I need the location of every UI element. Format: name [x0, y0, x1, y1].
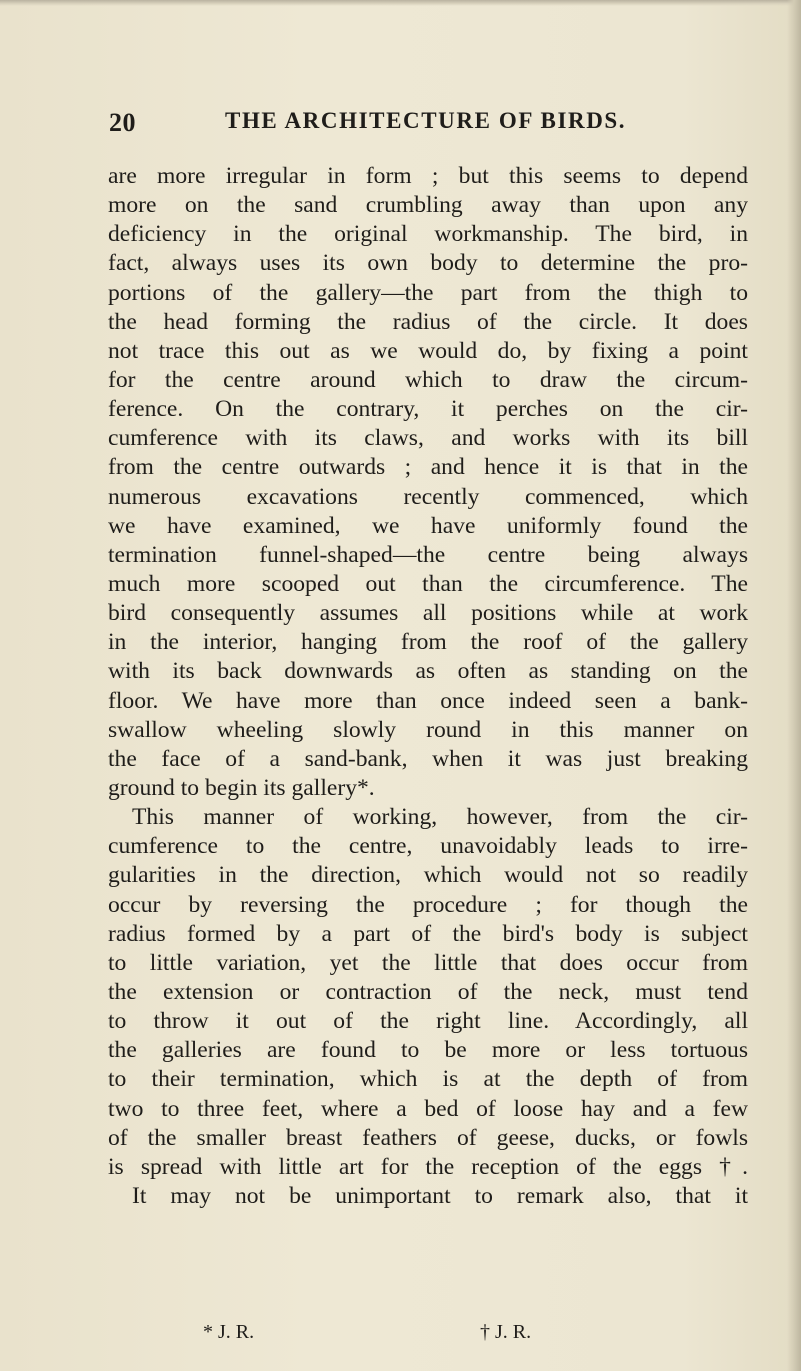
text-line: is spread with little art for the reception of the eggs †.	[108, 1153, 748, 1180]
text-line: with its back downwards as often as standing on the	[108, 658, 748, 685]
text-line: ground to begin its gallery*.	[108, 774, 375, 801]
paragraph-first-line: This manner of working, however, from the cir-	[132, 804, 748, 831]
text-line: of the smaller breast feathers of geese, ducks, or fowls	[108, 1124, 748, 1151]
text-line: for the centre around which to draw the circum-	[108, 366, 748, 393]
text-line: cumference with its claws, and works with its bill	[108, 425, 748, 452]
text-line: the galleries are found to be more or less tortuous	[108, 1037, 748, 1064]
footnote-asterisk: * J. R.	[203, 1321, 255, 1343]
text-line: more on the sand crumbling away than upon any	[108, 192, 748, 219]
text-line: are more irregular in form ; but this seems to depend	[108, 163, 748, 189]
text-line: to their termination, which is at the depth of from	[108, 1066, 748, 1093]
text-line: fact, always uses its own body to determine the pro-	[108, 250, 748, 277]
footnotes	[0, 1321, 801, 1349]
text-line: to throw it out of the right line. Accordingly, all	[108, 1008, 748, 1035]
text-line: termination funnel-shaped—the centre being always	[108, 541, 748, 568]
text-line: floor. We have more than once indeed seen a bank-	[108, 687, 748, 714]
page-right-edge-shadow	[787, 0, 801, 1371]
text-line: gularities in the direction, which would not so readily	[108, 862, 748, 889]
footnote-dagger: † J. R.	[480, 1321, 532, 1343]
text-line: numerous excavations recently commenced, which	[108, 483, 748, 510]
text-line: from the centre outwards ; and hence it is that in the	[108, 454, 748, 481]
page-number: 20	[109, 108, 136, 137]
text-line: ference. On the contrary, it perches on the cir-	[108, 396, 748, 423]
text-line: much more scooped out than the circumference. The	[108, 570, 748, 597]
text-line: deficiency in the original workmanship. The bird, in	[108, 221, 748, 248]
text-line: occur by reversing the procedure ; for though the	[108, 891, 748, 918]
text-line: swallow wheeling slowly round in this manner on	[108, 716, 748, 743]
text-line: we have examined, we have uniformly found the	[108, 512, 748, 539]
text-line: not trace this out as we would do, by fixing a point	[108, 337, 748, 364]
text-line: bird consequently assumes all positions while at work	[108, 600, 748, 627]
text-line: the extension or contraction of the neck, must tend	[108, 978, 748, 1005]
text-line: the face of a sand-bank, when it was just breaking	[108, 745, 748, 772]
running-title: THE ARCHITECTURE OF BIRDS.	[225, 108, 627, 133]
paragraph-first-line: It may not be unimportant to remark also, that it	[132, 1182, 748, 1209]
text-line: cumference to the centre, unavoidably leads to irre-	[108, 833, 748, 860]
text-line: portions of the gallery—the part from the thigh to	[108, 279, 748, 306]
text-line: to little variation, yet the little that does occur from	[108, 949, 748, 976]
page-top-edge	[0, 0, 801, 6]
body-text	[108, 162, 748, 1211]
page-header	[109, 108, 729, 144]
text-line: in the interior, hanging from the roof of the gallery	[108, 629, 748, 656]
text-line: radius formed by a part of the bird's body is subject	[108, 920, 748, 947]
text-line: two to three feet, where a bed of loose hay and a few	[108, 1095, 748, 1122]
text-line: the head forming the radius of the circle. It does	[108, 308, 748, 335]
